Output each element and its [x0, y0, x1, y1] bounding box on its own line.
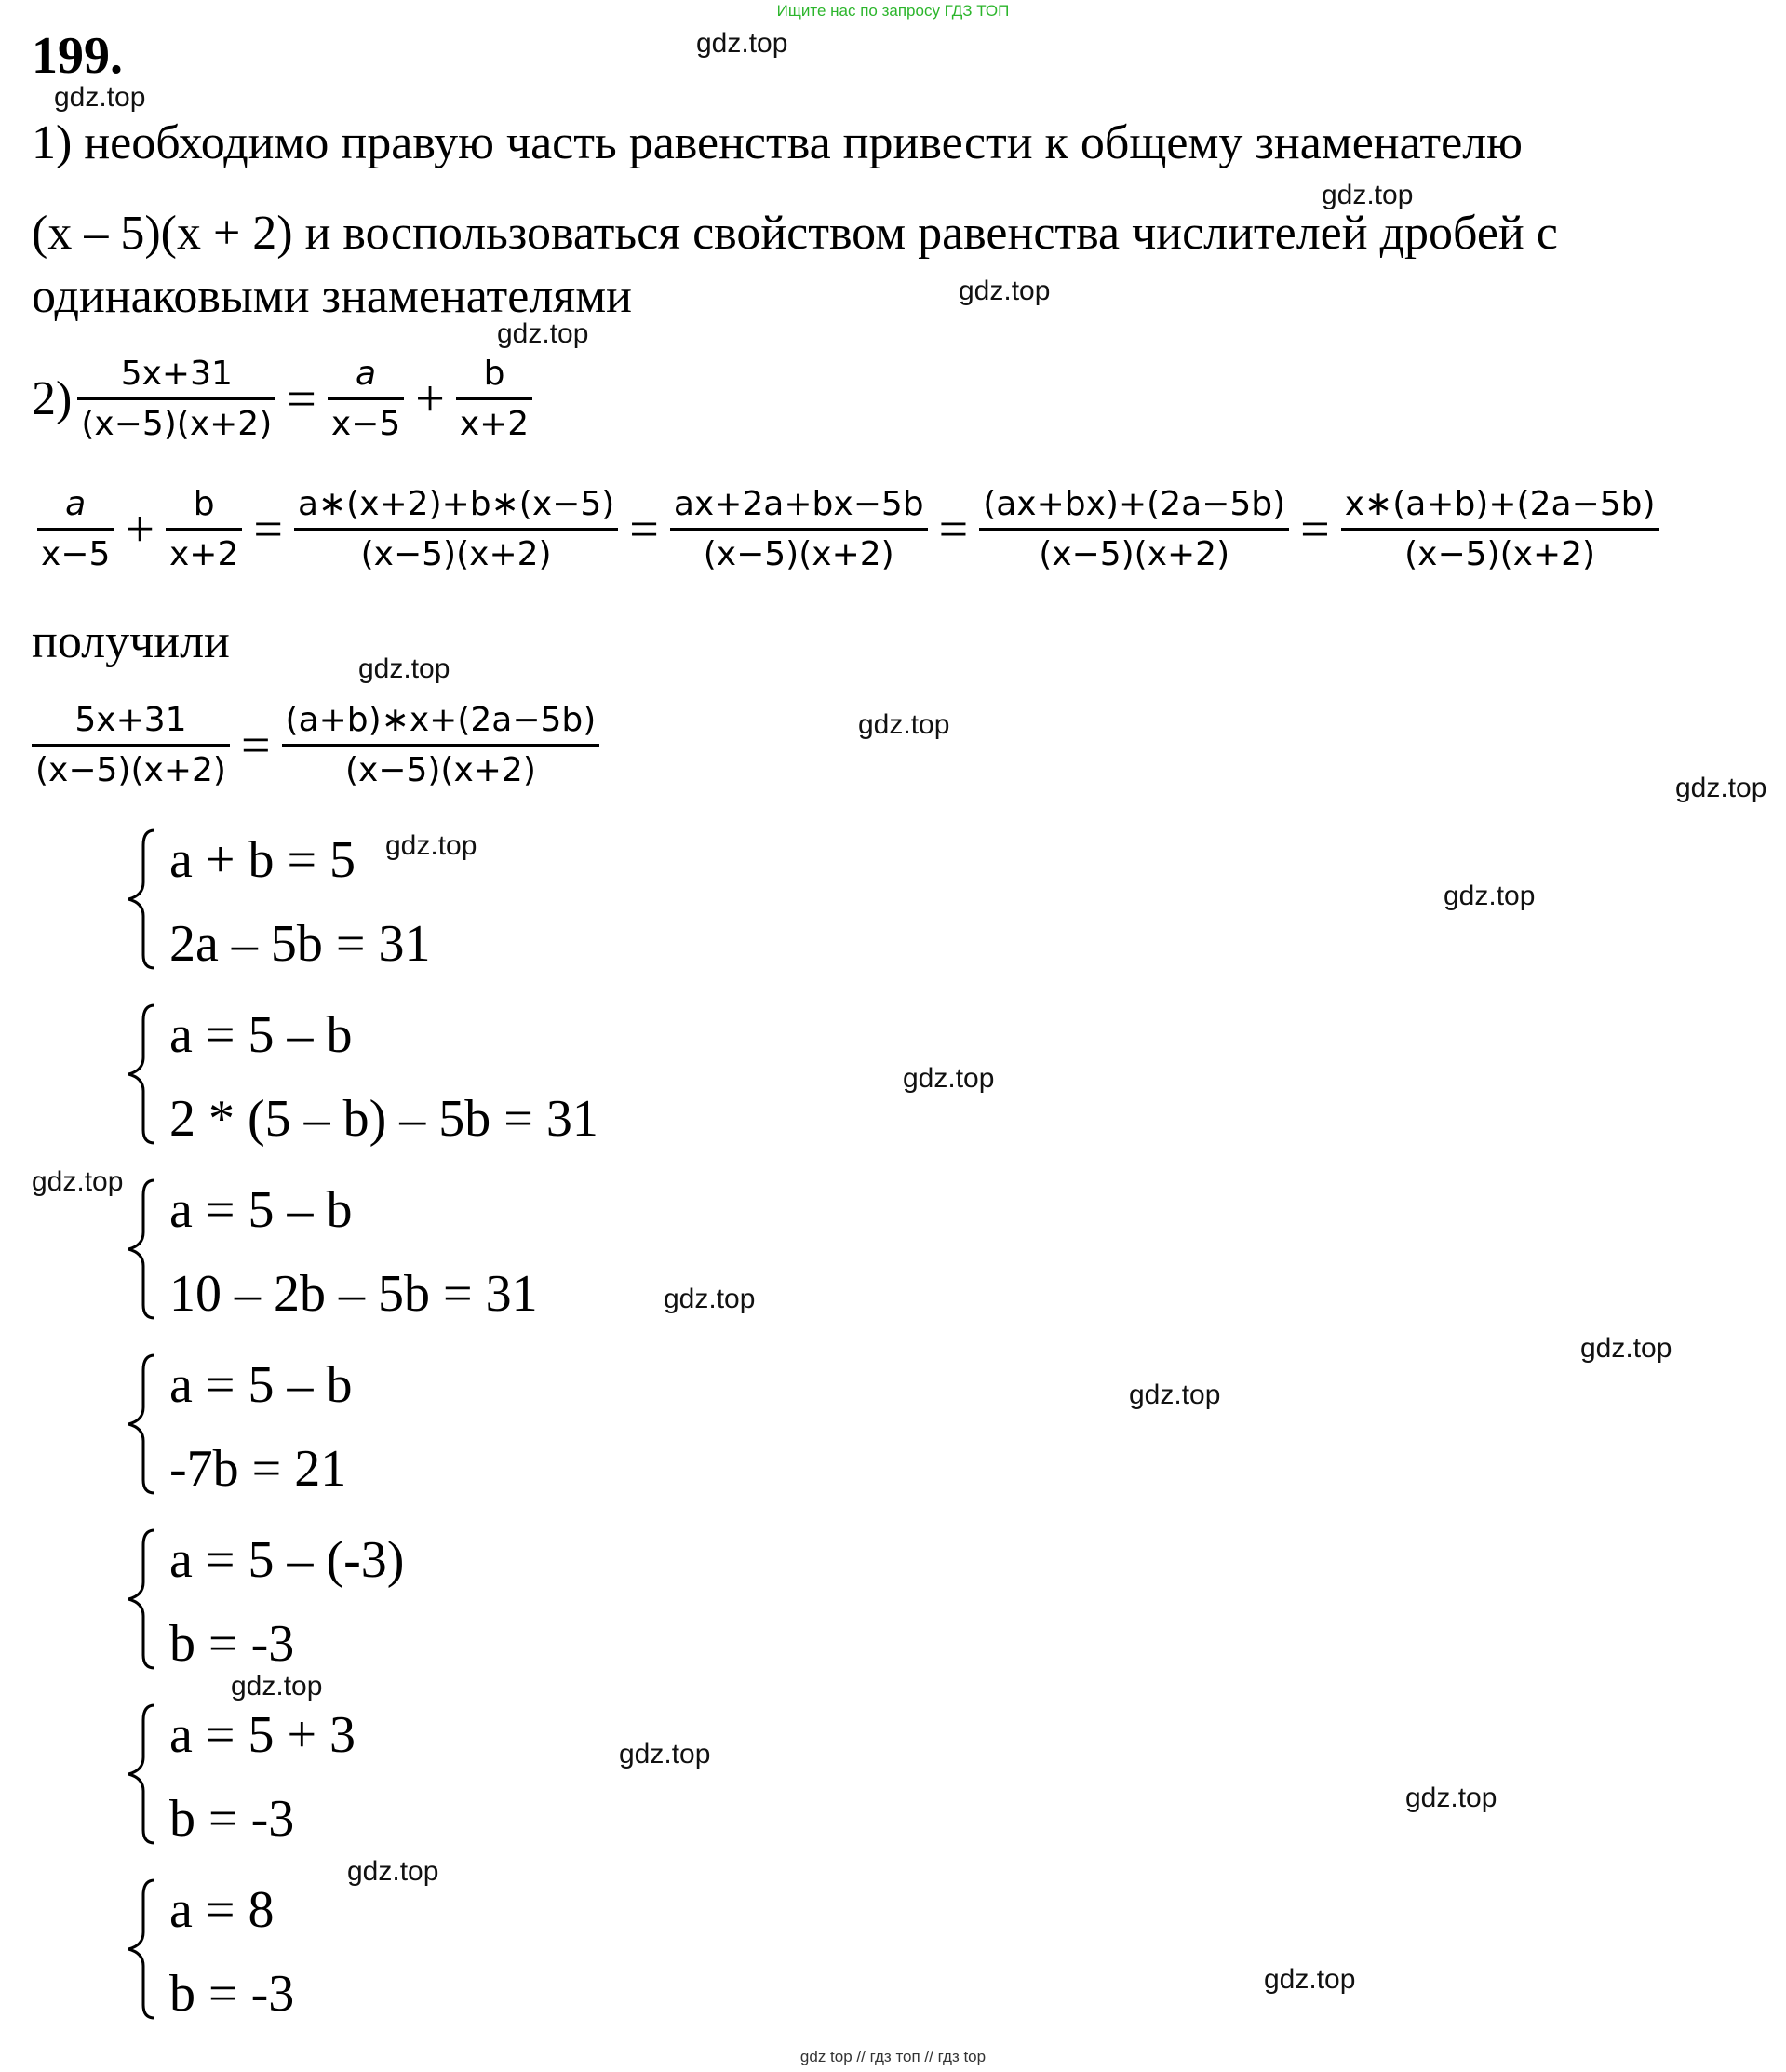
watermark: gdz.top [358, 653, 450, 684]
watermark: gdz.top [619, 1739, 711, 1769]
left-brace-icon [117, 1527, 173, 1675]
numerator: ax+2a+bx−5b [673, 485, 924, 523]
watermark: gdz.top [903, 1063, 995, 1094]
denominator: x−5 [41, 535, 111, 574]
denominator: (x−5)(x+2) [360, 535, 552, 574]
fraction [32, 700, 230, 790]
system-line-1: a = 5 – b [169, 1181, 353, 1239]
numerator: x∗(a+b)+(2a−5b) [1344, 485, 1656, 523]
numerator: a∗(x+2)+b∗(x−5) [297, 485, 615, 523]
step2-equation [32, 354, 538, 444]
fraction [166, 484, 242, 574]
watermark: gdz.top [1264, 1964, 1356, 1995]
equation-system [117, 1877, 769, 2023]
watermark: gdz.top [1444, 881, 1536, 911]
numerator: a [356, 355, 377, 393]
transformation-chain [32, 484, 1665, 574]
step1-line3: одинаковыми знаменателями [32, 270, 632, 323]
equals-sign: = [287, 370, 316, 428]
task-number: 199. [32, 27, 123, 85]
system-line-1: a = 5 – b [169, 1006, 353, 1064]
denominator: (x−5)(x+2) [344, 751, 536, 790]
denominator: (x−5)(x+2) [703, 535, 894, 574]
numerator: b [483, 355, 505, 393]
watermark: gdz.top [1322, 180, 1414, 210]
fraction [456, 354, 532, 444]
left-brace-icon [117, 1002, 173, 1150]
watermark: gdz.top [858, 709, 950, 740]
watermark: gdz.top [497, 318, 589, 349]
equation-system [117, 1702, 769, 1848]
watermark: gdz.top [696, 28, 788, 59]
fraction [294, 484, 618, 574]
result-equation [32, 700, 605, 790]
fraction [328, 354, 404, 444]
system-line-2: b = -3 [169, 1965, 295, 2023]
watermark: gdz.top [1405, 1783, 1497, 1813]
equals-sign: = [1300, 500, 1330, 558]
left-brace-icon [117, 1352, 173, 1500]
equals-sign: = [629, 500, 659, 558]
system-line-2: b = -3 [169, 1615, 295, 1673]
numerator: 5x+31 [74, 701, 187, 739]
footer-ad[interactable]: gdz top // гдз топ // гдз top [799, 2048, 987, 2065]
step2-label: 2) [32, 371, 73, 425]
denominator: (x−5)(x+2) [1039, 535, 1230, 574]
equals-sign: = [938, 500, 969, 558]
left-brace-icon [117, 1702, 173, 1850]
denominator: x+2 [459, 405, 530, 444]
watermark: gdz.top [1580, 1333, 1672, 1364]
system-line-1: a = 5 – (-3) [169, 1531, 405, 1589]
system-line-2: -7b = 21 [169, 1440, 347, 1498]
watermark: gdz.top [664, 1284, 756, 1314]
left-brace-icon [117, 1877, 173, 2025]
system-line-1: a = 8 [169, 1881, 275, 1939]
system-line-1: a = 5 – b [169, 1356, 353, 1414]
denominator: x+2 [168, 535, 239, 574]
denominator: (x−5)(x+2) [35, 751, 226, 790]
fraction [670, 484, 928, 574]
left-brace-icon [117, 1177, 173, 1325]
equation-system [117, 1527, 769, 1673]
watermark: gdz.top [1129, 1379, 1221, 1410]
watermark: gdz.top [231, 1671, 323, 1702]
equation-system [117, 1002, 769, 1148]
plus-sign: + [415, 370, 445, 428]
numerator: 5x+31 [120, 355, 233, 393]
equals-sign: = [253, 500, 283, 558]
denominator: (x−5)(x+2) [81, 405, 273, 444]
denominator: (x−5)(x+2) [1404, 535, 1596, 574]
fraction [77, 354, 275, 444]
numerator: b [193, 485, 215, 523]
system-line-2: 2 * (5 – b) – 5b = 31 [169, 1090, 598, 1148]
system-line-2: 10 – 2b – 5b = 31 [169, 1265, 538, 1323]
watermark: gdz.top [54, 82, 146, 113]
equation-system [117, 1352, 769, 1498]
fraction [1341, 484, 1659, 574]
system-line-1: a = 5 + 3 [169, 1706, 356, 1764]
watermark: gdz.top [347, 1856, 439, 1887]
watermark: gdz.top [385, 830, 477, 861]
system-line-1: a + b = 5 [169, 831, 356, 889]
step1-line2: (x – 5)(x + 2) и воспользоваться свойством равенства числителей дробей с [32, 207, 1558, 260]
fraction [979, 484, 1289, 574]
fraction [37, 484, 114, 574]
numerator: a [65, 485, 87, 523]
watermark: gdz.top [959, 276, 1051, 306]
denominator: x−5 [330, 405, 401, 444]
fraction [282, 700, 600, 790]
watermark: gdz.top [32, 1166, 124, 1197]
equals-sign: = [240, 716, 271, 774]
left-brace-icon [117, 827, 173, 975]
step1-line1: 1) необходимо правую часть равенства привести к общему знаменателю [32, 116, 1523, 169]
watermark: gdz.top [1675, 773, 1767, 803]
numerator: (ax+bx)+(2a−5b) [983, 485, 1286, 523]
system-line-2: b = -3 [169, 1790, 295, 1848]
plus-sign: + [125, 500, 154, 558]
system-line-2: 2a – 5b = 31 [169, 915, 431, 973]
numerator: (a+b)∗x+(2a−5b) [285, 701, 597, 739]
got-label: получили [32, 615, 230, 668]
header-ad[interactable]: Ищите нас по запросу ГДЗ ТОП [776, 2, 1010, 20]
